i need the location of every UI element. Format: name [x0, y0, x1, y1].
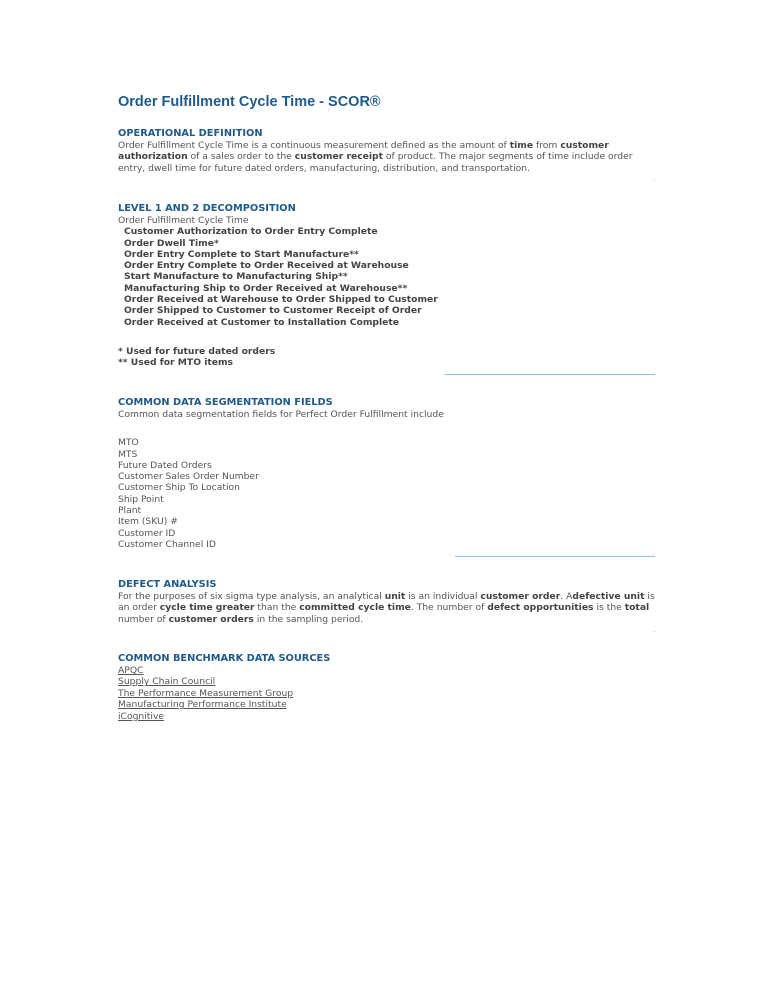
level1-item: Order Fulfillment Cycle Time	[118, 215, 249, 226]
segmentation-field: Customer ID	[118, 527, 176, 539]
defect-analysis-text	[118, 591, 658, 625]
bold-term: defective unit	[572, 591, 645, 602]
segmentation-heading: COMMON DATA SEGMENTATION FIELDS	[118, 397, 333, 408]
benchmark-link-icognitive[interactable]: iCognitive	[118, 710, 165, 722]
text-run: in the sampling period.	[253, 613, 364, 625]
bold-term: customer order	[480, 591, 561, 602]
text-run: of product. The major segments of time include order entry, dwell time for future dated orders, manufacturing, distribution, and transportation.	[118, 151, 633, 174]
text-run: than the	[254, 602, 300, 614]
defect-analysis-heading: DEFECT ANALYSIS	[118, 579, 217, 590]
segmentation-field: Item (SKU) #	[118, 516, 178, 528]
segmentation-field: Future Dated Orders	[118, 459, 212, 471]
operational-definition-heading: OPERATIONAL DEFINITION	[118, 128, 263, 139]
footnote: * Used for future dated orders	[118, 345, 276, 357]
segmentation-intro: Common data segmentation fields for Perfect Order Fulfillment include	[118, 409, 444, 420]
decomposition-heading: LEVEL 1 AND 2 DECOMPOSITION	[118, 203, 296, 214]
text-run: Order Fulfillment Cycle Time is a continuous measurement defined as the amount of	[118, 140, 510, 151]
level2-item: Order Dwell Time*	[124, 237, 219, 249]
bold-term: customer authorization	[118, 140, 609, 163]
level2-item: Manufacturing Ship to Order Received at Warehouse**	[124, 282, 408, 294]
bold-term: defect opportunities	[487, 602, 594, 614]
segmentation-field: MTS	[118, 448, 138, 460]
benchmark-link-pmg[interactable]: The Performance Measurement Group	[118, 687, 294, 699]
segmentation-field: Customer Sales Order Number	[118, 471, 259, 483]
bold-term: committed cycle time	[299, 602, 411, 614]
level2-item: Order Shipped to Customer to Customer Receipt of Order	[124, 305, 422, 317]
bold-term: customer receipt	[294, 151, 384, 163]
text-run: . The number of	[410, 602, 488, 614]
level2-item: Customer Authorization to Order Entry Complete	[124, 226, 378, 238]
segmentation-field: Customer Channel ID	[118, 538, 216, 550]
benchmark-heading: COMMON BENCHMARK DATA SOURCES	[118, 653, 331, 664]
footnote: ** Used for MTO items	[118, 357, 234, 369]
operational-definition-section	[118, 128, 658, 174]
bold-term: customer orders	[168, 613, 254, 625]
benchmark-section	[118, 653, 658, 722]
decorative-dot	[654, 180, 655, 181]
text-run: is an individual	[405, 591, 481, 602]
decomposition-section	[118, 203, 658, 369]
level2-item: Order Entry Complete to Order Received at Warehouse	[124, 260, 409, 272]
segmentation-section	[118, 397, 658, 550]
level2-item: Order Received at Customer to Installation Complete	[124, 316, 400, 328]
divider-line	[445, 374, 655, 375]
page-title: Order Fulfillment Cycle Time - SCOR®	[118, 94, 381, 110]
segmentation-field: Plant	[118, 505, 142, 517]
text-run: number of	[118, 613, 169, 625]
benchmark-link-supply-chain-council[interactable]: Supply Chain Council	[118, 676, 216, 688]
segmentation-field: MTO	[118, 437, 139, 449]
bold-term: time	[509, 140, 534, 151]
text-run: . A	[560, 591, 573, 602]
level2-item: Order Entry Complete to Start Manufacture**	[124, 248, 359, 260]
divider-line	[455, 556, 655, 557]
level2-item: Order Received at Warehouse to Order Shipped to Customer	[124, 294, 438, 306]
decorative-dot	[654, 631, 655, 632]
text-run: from	[533, 140, 561, 151]
bold-term: total	[624, 602, 650, 614]
defect-analysis-section	[118, 579, 658, 625]
text-run: For the purposes of six sigma type analysis, an analytical	[118, 591, 385, 602]
benchmark-link-apqc[interactable]: APQC	[118, 665, 144, 676]
operational-definition-text	[118, 140, 658, 174]
text-run: is the	[593, 602, 625, 614]
bold-term: unit	[384, 591, 406, 602]
level2-item: Start Manufacture to Manufacturing Ship**	[124, 271, 348, 283]
segmentation-field: Ship Point	[118, 493, 164, 505]
segmentation-field: Customer Ship To Location	[118, 482, 240, 494]
text-run: is an order	[118, 591, 655, 614]
text-run: of a sales order to the	[187, 151, 295, 163]
benchmark-link-mpi[interactable]: Manufacturing Performance Institute	[118, 699, 287, 711]
bold-term: cycle time greater	[159, 602, 255, 614]
